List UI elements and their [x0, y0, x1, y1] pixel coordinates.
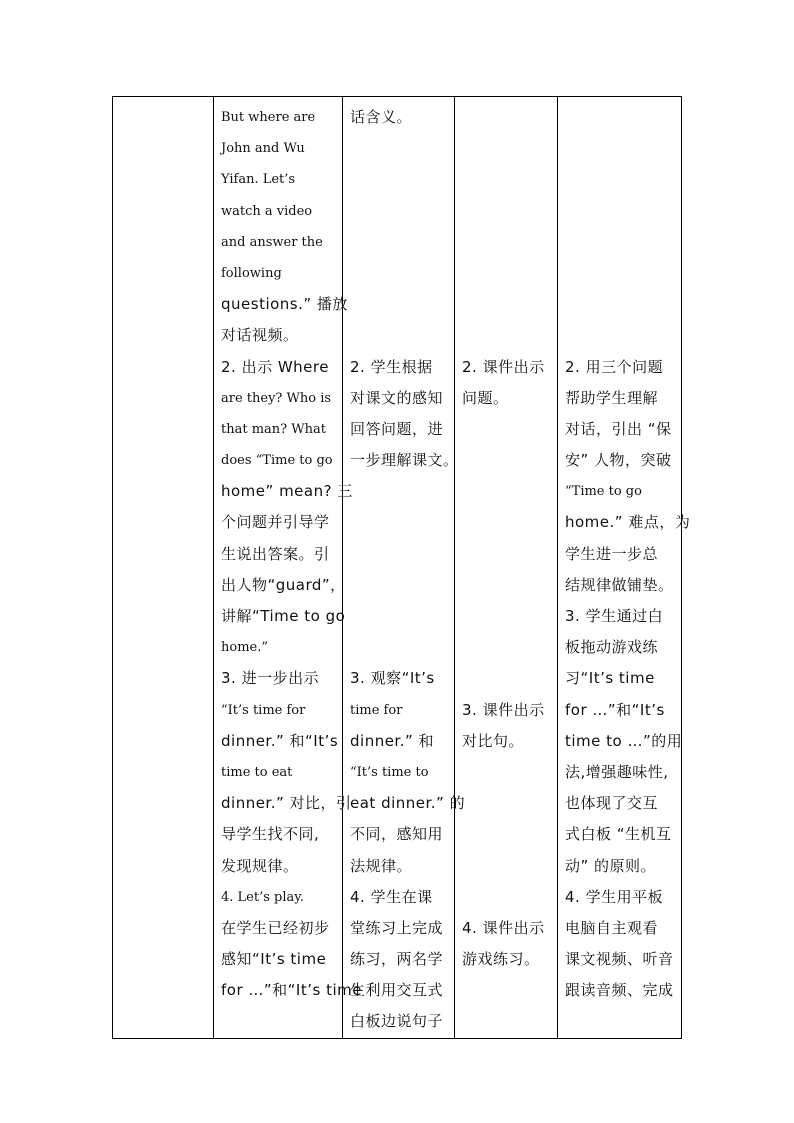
- text-line: 话含义。: [350, 108, 413, 126]
- text-line: 回答问题，进: [350, 419, 444, 438]
- text-line: dinner.” 和“It’s: [221, 731, 339, 750]
- text-line: [462, 445, 553, 476]
- text-line: 发现规律。: [221, 856, 299, 875]
- teacher-activity-cell: [214, 97, 362, 1039]
- text-line: does “Time to go: [221, 453, 333, 469]
- text-line: 4. Let’s play.: [221, 889, 305, 905]
- text-line: 跟读音频、完成: [565, 981, 674, 1000]
- text-line: [462, 133, 553, 164]
- text-line: “It’s time for: [221, 702, 306, 718]
- text-line: 练习，两名学: [350, 950, 444, 969]
- text-line: [350, 289, 450, 320]
- text-line: time to eat: [221, 764, 293, 780]
- text-line: [462, 196, 553, 227]
- text-line: 堂练习上完成: [350, 918, 444, 937]
- text-line: 帮助学生理解: [565, 388, 659, 407]
- text-line: 对话，引出 “保: [565, 419, 672, 438]
- teacher-activity-text: [214, 97, 362, 1006]
- text-line: 4. 学生用平板: [565, 887, 664, 906]
- text-line: [462, 819, 553, 850]
- text-line: [350, 632, 450, 663]
- text-line: 对话视频。: [221, 326, 299, 345]
- text-line: [462, 258, 553, 289]
- text-line: 式白板 “生机互: [565, 825, 672, 844]
- text-line: 白板边说句子: [350, 1012, 444, 1031]
- text-line: 动” 的原则。: [565, 856, 657, 875]
- text-line: “Time to go: [565, 484, 642, 500]
- text-line: 也体现了交互: [565, 794, 659, 813]
- text-line: 结规律做铺垫。: [565, 575, 674, 594]
- text-line: [350, 320, 450, 351]
- text-line: [462, 102, 553, 133]
- text-line: [350, 601, 450, 632]
- text-line: for …”和“It’s: [565, 700, 665, 719]
- text-line: [462, 507, 553, 538]
- text-line: [350, 507, 450, 538]
- text-line: [462, 570, 553, 601]
- design-intent-cell: [558, 97, 691, 1039]
- text-line: [565, 133, 677, 164]
- text-line: [350, 196, 450, 227]
- text-line: 不同，感知用: [350, 825, 444, 844]
- text-line: 电脑自主观看: [565, 918, 659, 937]
- text-line: 对比句。: [462, 731, 525, 750]
- step-cell: [113, 97, 214, 1039]
- text-line: 板拖动游戏练: [565, 638, 659, 657]
- text-line: 安” 人物，突破: [565, 451, 672, 470]
- text-line: and answer the: [221, 234, 323, 250]
- text-line: John and Wu: [221, 141, 305, 157]
- text-line: [462, 539, 553, 570]
- text-line: [350, 164, 450, 195]
- text-line: But where are: [221, 110, 316, 125]
- text-line: home.”: [221, 640, 268, 656]
- text-line: 习“It’s time: [565, 669, 655, 688]
- text-line: home.” 难点，为: [565, 513, 691, 532]
- text-line: 2. 课件出示: [462, 357, 545, 376]
- text-line: [565, 196, 677, 227]
- text-line: 3. 课件出示: [462, 700, 545, 719]
- text-line: [462, 757, 553, 788]
- text-line: following: [221, 265, 282, 281]
- text-line: [462, 882, 553, 913]
- text-line: 游戏练习。: [462, 950, 540, 969]
- text-line: [350, 258, 450, 289]
- text-line: 导学生找不同,: [221, 825, 320, 844]
- text-line: questions.” 播放: [221, 295, 348, 314]
- text-line: watch a video: [221, 203, 313, 219]
- media-use-text: [455, 97, 557, 975]
- lesson-plan-table: [112, 96, 691, 1039]
- text-line: [565, 320, 677, 351]
- text-line: 法规律。: [350, 856, 413, 875]
- text-line: eat dinner.” 的: [350, 794, 466, 813]
- text-line: [350, 476, 450, 507]
- text-line: time to …”的用: [565, 731, 683, 750]
- text-line: [462, 320, 553, 351]
- text-line: 法,增强趣味性,: [565, 762, 669, 781]
- media-use-cell: [455, 97, 558, 1039]
- text-line: 2. 用三个问题: [565, 357, 664, 376]
- text-line: 问题。: [462, 388, 509, 407]
- text-line: [462, 663, 553, 694]
- text-line: 3. 学生通过白: [565, 607, 664, 625]
- text-line: [462, 476, 553, 507]
- text-line: [462, 414, 553, 445]
- text-line: [350, 570, 450, 601]
- text-line: dinner.” 和: [350, 731, 435, 750]
- text-line: that man? What: [221, 421, 326, 437]
- text-line: home” mean? 三: [221, 482, 353, 501]
- text-line: 学生进一步总: [565, 544, 659, 563]
- text-line: 3. 进一步出示: [221, 669, 320, 688]
- text-line: [462, 851, 553, 882]
- text-line: [565, 102, 677, 133]
- text-line: 出人物“guard”，: [221, 575, 346, 594]
- text-line: 个问题并引导学: [221, 513, 330, 532]
- text-line: 一步理解课文。: [350, 451, 459, 470]
- text-line: 感知“It’s time: [221, 950, 327, 969]
- text-line: 2. 学生根据: [350, 357, 433, 376]
- text-line: “It’s time to: [350, 764, 429, 780]
- text-line: [462, 164, 553, 195]
- student-activity-cell: [343, 97, 466, 1039]
- text-line: [350, 227, 450, 258]
- text-line: 4. 课件出示: [462, 918, 545, 937]
- text-line: 在学生已经初步: [221, 918, 330, 937]
- text-line: for …”和“It’s time: [221, 981, 362, 1000]
- text-line: [462, 788, 553, 819]
- text-line: 4. 学生在课: [350, 887, 433, 906]
- text-line: [462, 632, 553, 663]
- text-line: 生利用交互式: [350, 981, 444, 1000]
- text-line: 3. 观察“It’s: [350, 669, 435, 688]
- text-line: [565, 289, 677, 320]
- text-line: 课文视频、听音: [565, 950, 674, 969]
- text-line: [565, 258, 677, 289]
- text-line: 对课文的感知: [350, 388, 444, 407]
- text-line: time for: [350, 702, 403, 718]
- text-line: 2. 出示 Where: [221, 357, 329, 376]
- text-line: [350, 539, 450, 570]
- text-line: [462, 227, 553, 258]
- text-line: [462, 289, 553, 320]
- text-line: 讲解“Time to go: [221, 607, 346, 625]
- design-intent-text: [558, 97, 691, 1006]
- text-line: [565, 227, 677, 258]
- text-line: dinner.” 对比，引: [221, 794, 352, 813]
- table-row: [113, 97, 682, 1039]
- text-line: 生说出答案。引: [221, 544, 330, 563]
- text-line: [350, 133, 450, 164]
- text-line: Yifan. Let’s: [221, 172, 296, 188]
- text-line: are they? Who is: [221, 390, 332, 406]
- text-line: [462, 601, 553, 632]
- student-activity-text: [343, 97, 466, 1038]
- text-line: [565, 164, 677, 195]
